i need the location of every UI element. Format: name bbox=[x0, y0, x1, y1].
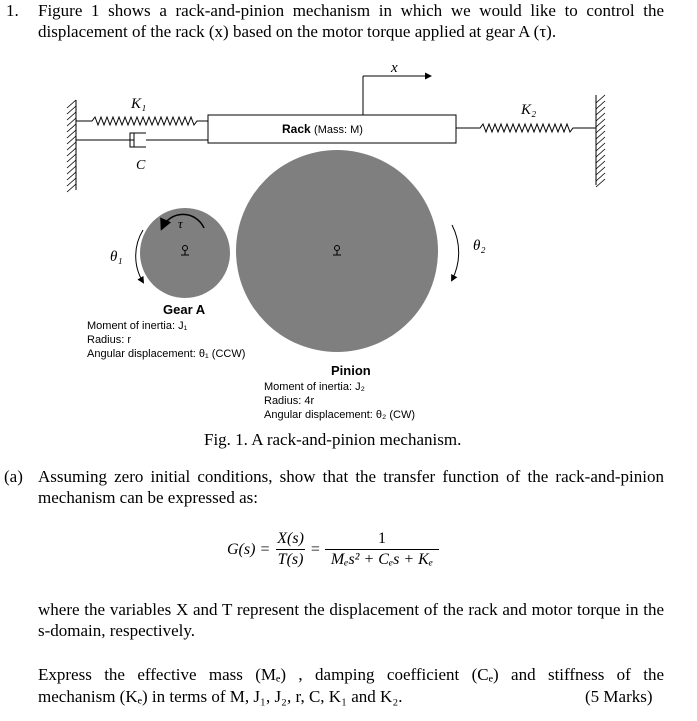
x-displacement-arrow bbox=[363, 76, 430, 115]
theta1-label: θ₁ bbox=[110, 249, 123, 265]
gear-a-radius: Radius: r bbox=[87, 334, 132, 346]
figure-caption: Fig. 1. A rack-and-pinion mechanism. bbox=[204, 430, 462, 449]
gear-a-inertia: Moment of inertia: J₁ bbox=[87, 320, 188, 332]
transfer-function-equation bbox=[227, 530, 439, 569]
tau-label: τ bbox=[178, 216, 183, 231]
fraction-1-denominator: T(s) bbox=[277, 551, 304, 568]
k2-label: K₂ bbox=[521, 102, 537, 118]
question-number: 1. bbox=[6, 1, 19, 20]
pinion-inertia: Moment of inertia: J₂ bbox=[264, 381, 365, 393]
express-line-1: Express the effective mass (Mₑ) , damping coefficient (Cₑ) and stiffness of the bbox=[38, 665, 664, 684]
pinion-title: Pinion bbox=[331, 363, 371, 378]
left-wall bbox=[67, 100, 76, 192]
fraction-2-numerator: 1 bbox=[377, 530, 386, 547]
intro-line-1: Figure 1 shows a rack-and-pinion mechanism in which we would like to control the bbox=[38, 1, 664, 20]
right-wall bbox=[596, 95, 605, 187]
theta2-arc bbox=[452, 225, 459, 280]
spring-k1 bbox=[76, 117, 208, 125]
gear-a-angular: Angular displacement: θ₁ (CCW) bbox=[87, 348, 246, 360]
fraction-xs-ts bbox=[275, 530, 306, 569]
damper-c bbox=[76, 133, 208, 147]
equation-equals: = bbox=[310, 540, 320, 558]
where-line-1: where the variables X and T represent the displacement of the rack and motor torque in the bbox=[38, 600, 664, 619]
fraction-2-denominator: Mₑs² + Cₑs + Kₑ bbox=[325, 549, 439, 569]
pinion-radius: Radius: 4r bbox=[264, 395, 315, 407]
pinion-angular: Angular displacement: θ₂ (CW) bbox=[264, 409, 415, 421]
x-label: x bbox=[391, 60, 398, 76]
where-line-2: s-domain, respectively. bbox=[38, 621, 196, 640]
intro-line-2: displacement of the rack (x) based on the motor torque applied at gear A (τ). bbox=[38, 22, 557, 41]
equation-lhs: G(s) = bbox=[227, 540, 271, 558]
k1-label: K₁ bbox=[131, 96, 147, 112]
express-line-2: mechanism (Kₑ) in terms of M, J₁, J₂, r, C, K₁ and K₂. bbox=[38, 687, 403, 706]
spring-k2 bbox=[456, 124, 596, 132]
theta2-label: θ₂ bbox=[473, 238, 486, 254]
rack-title: Rack bbox=[282, 122, 311, 136]
fraction-transfer bbox=[325, 530, 439, 569]
part-a-line-2: mechanism can be expressed as: bbox=[38, 488, 258, 507]
part-a-label: (a) bbox=[4, 467, 23, 486]
fraction-1-numerator: X(s) bbox=[277, 530, 304, 547]
marks-label: (5 Marks) bbox=[585, 687, 653, 706]
gear-a-title: Gear A bbox=[163, 302, 206, 317]
rack-mass: (Mass: M) bbox=[314, 124, 363, 136]
rack-label bbox=[282, 122, 363, 136]
part-a-line-1: Assuming zero initial conditions, show that the transfer function of the rack-and-pinion bbox=[38, 467, 664, 486]
c-label: C bbox=[136, 158, 146, 173]
